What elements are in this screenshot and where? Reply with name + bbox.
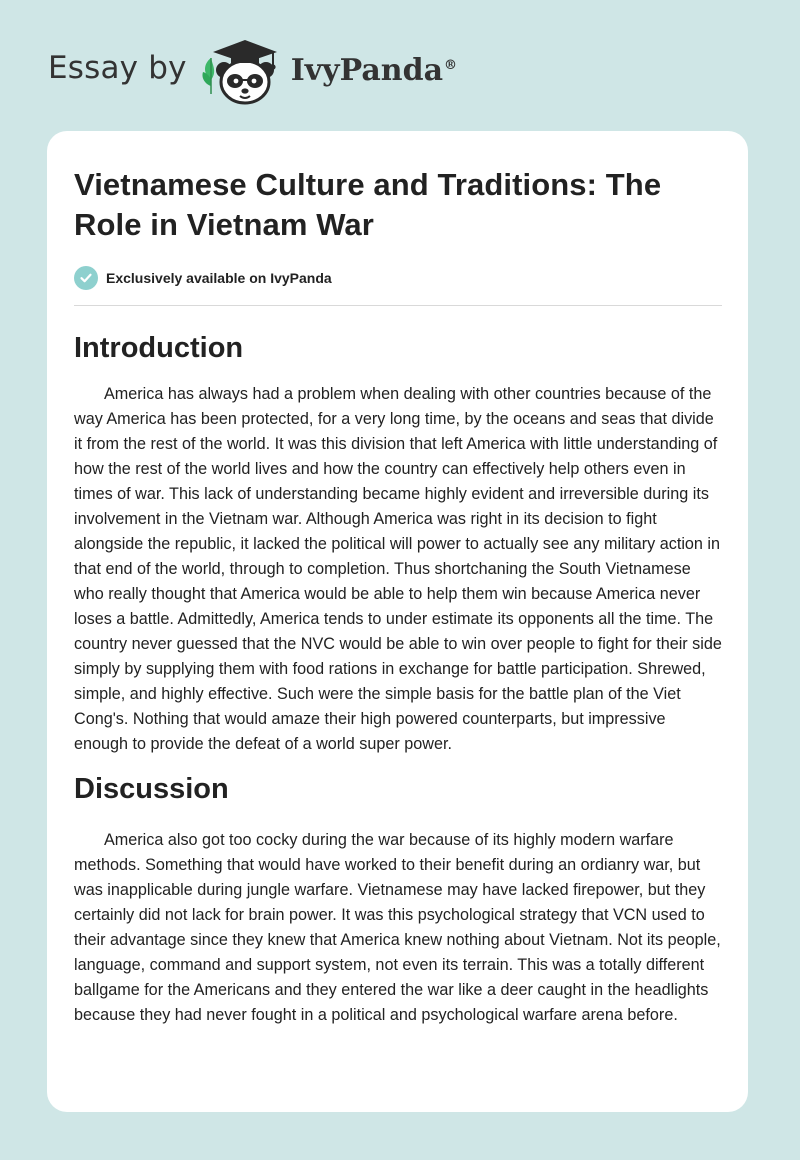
panda-graduate-icon	[197, 36, 289, 108]
brand-name: IvyPanda®	[290, 52, 458, 88]
essay-card	[47, 131, 748, 1112]
brand-header	[48, 36, 457, 108]
registered-mark: ®	[444, 57, 458, 73]
brand-prefix: Essay by	[48, 50, 187, 86]
divider	[74, 305, 722, 306]
essay-title: Vietnamese Culture and Traditions: The Role in Vietnam War	[74, 167, 662, 242]
badge-text: Exclusively available on IvyPanda	[106, 270, 332, 286]
exclusive-badge	[74, 266, 722, 290]
section-heading-discussion: Discussion	[74, 773, 229, 805]
section-heading-introduction: Introduction	[74, 332, 244, 364]
check-icon	[74, 266, 98, 290]
section-paragraph-introduction: America has always had a problem when dealing with other countries because of the way America has been protected, for a very long time, by the oceans and seas that divide it from the rest of the world. It was this division that left America with little understanding of how the rest of the world lives and how the country can effectively help others even in times of war. This lack of understanding became highly evident and irreversible during its involvement in the Vietnam war. Although America was right in its decision to fight alongside the republic, it lacked the political will power to actually see any military action in that end of the world, through to completion. Thus shortchaning the South Vietnamese who really thought that America would be able to help them win because America never loses a battle. Admittedly, America tends to under estimate its opponents all the time. The country never guessed that the NVC would be able to win over people to fight for their side simply by supplying them with food rations in exchange for battle participation. Shrewed, simple, and highly effective. Such were the simple basis for the battle plan of the Viet Cong's. Nothing that would amaze their high powered counterparts, but impressive enough to provide the defeat of a world super power.	[74, 385, 722, 753]
section-paragraph-discussion: America also got too cocky during the war because of its highly modern warfare methods. Something that would have worked to their benefit during an ordianry war, but was inapplicable during jungle warfare. Vietnamese may have lacked firepower, but they certainly did not lack for brain power. It was this psychological strategy that VCN used to their advantage since they knew that America knew nothing about Vietnam. Not its people, language, command and support system, not even its terrain. This was a totally different ballgame for the Americans and they entered the war like a deer caught in the headlights because they had never fought in a political and psychological warfare arena before.	[74, 831, 721, 1024]
